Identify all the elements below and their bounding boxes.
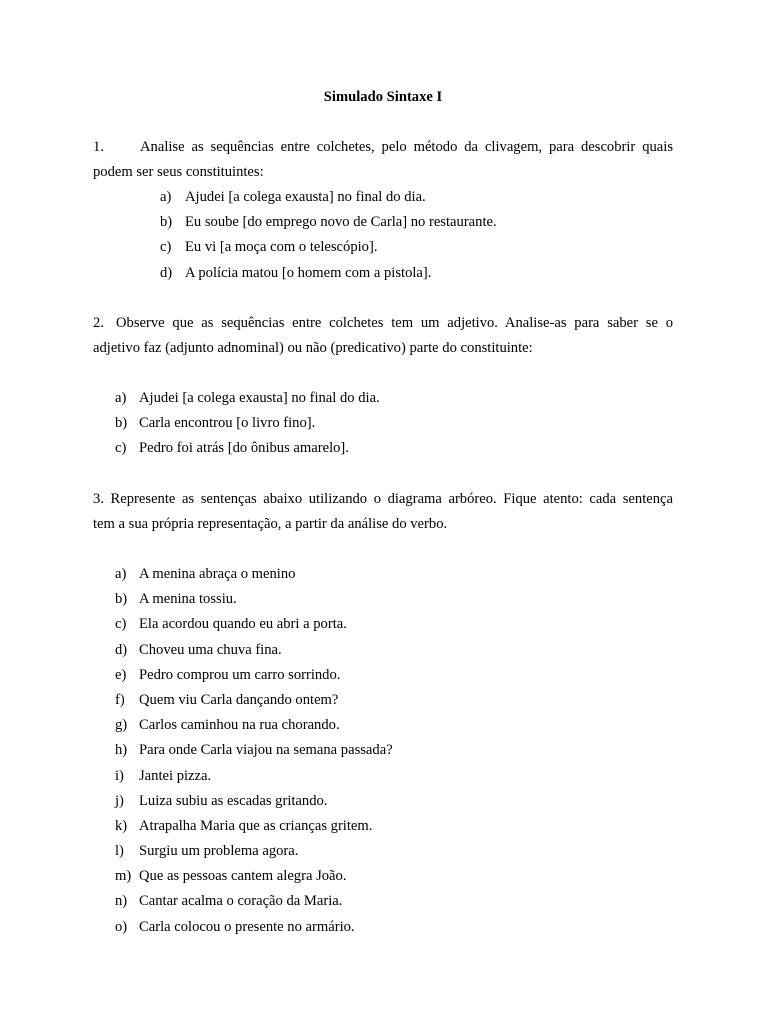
question-3-item-text: A menina abraça o menino — [139, 566, 296, 582]
question-3-line-2: tem a sua própria representação, a partir da análise do verbo. — [93, 516, 448, 533]
question-3-item-label: o) — [115, 918, 128, 935]
question-3-item-text: Carlos caminhou na rua chorando. — [139, 717, 340, 734]
question-3-item-label: n) — [115, 893, 128, 910]
question-3-item-text: Cantar acalma o coração da Maria. — [139, 893, 343, 910]
question-3-item-label: b) — [115, 591, 128, 608]
question-2-item-label: c) — [115, 440, 127, 457]
page-title: Simulado Sintaxe I — [323, 89, 443, 105]
question-2-item-text: Ajudei [a colega exausta] no final do dia. — [139, 390, 380, 406]
question-3-line-1: 3. Represente as sentenças abaixo utilizando o diagrama arbóreo. Fique atento: cada sentença — [93, 491, 673, 507]
question-1-item-text: Eu vi [a moça com o telescópio]. — [185, 239, 378, 256]
question-3-item-text: Que as pessoas cantem alegra João. — [139, 868, 347, 885]
question-3-item-label: l) — [115, 843, 124, 860]
question-3-item-text: Atrapalha Maria que as crianças gritem. — [139, 817, 373, 834]
question-1-item-text: A polícia matou [o homem com a pistola]. — [185, 264, 432, 281]
question-3-item-text: Luiza subiu as escadas gritando. — [139, 792, 328, 809]
question-3-item-label: c) — [115, 616, 127, 633]
question-3-item-label: k) — [115, 817, 128, 834]
question-3-item-label: g) — [115, 717, 128, 734]
question-3-item-text: Choveu uma chuva fina. — [139, 641, 282, 658]
question-3-item-label: h) — [115, 742, 128, 759]
question-1-item-text: Eu soube [do emprego novo de Carla] no restaurante. — [185, 214, 497, 231]
question-3-item-text: A menina tossiu. — [139, 591, 237, 608]
question-2-item-label: b) — [115, 415, 128, 432]
question-2-prompt — [93, 311, 673, 361]
question-3-item-label: d) — [115, 641, 128, 658]
question-2-line-2: adjetivo faz (adjunto adnominal) ou não (predicativo) parte do constituinte: — [93, 340, 533, 357]
question-3-item-text: Ela acordou quando eu abri a porta. — [139, 616, 347, 633]
question-2-number: 2. — [93, 315, 104, 331]
question-3-item-label: f) — [115, 691, 125, 708]
question-3-item-label: m) — [115, 868, 132, 885]
question-1-item-label: c) — [160, 239, 172, 256]
question-3-prompt — [93, 487, 673, 537]
question-1-line-1: Analise as sequências entre colchetes, pelo método da clivagem, para descobrir quais — [140, 139, 673, 155]
question-1-item-label: a) — [160, 189, 172, 205]
question-3-item-label: j) — [115, 792, 124, 809]
question-3-item-text: Carla colocou o presente no armário. — [139, 918, 355, 935]
question-1-item-label: b) — [160, 214, 173, 231]
question-2-line-1: Observe que as sequências entre colchetes tem um adjetivo. Analise-as para saber se o — [116, 315, 673, 331]
question-3-item-text: Pedro comprou um carro sorrindo. — [139, 666, 341, 683]
question-2-item-text: Carla encontrou [o livro fino]. — [139, 415, 316, 432]
question-1-prompt — [93, 135, 673, 185]
question-1-item-text: Ajudei [a colega exausta] no final do dia. — [185, 189, 426, 205]
question-1-item-label: d) — [160, 264, 173, 281]
question-3-item-label: i) — [115, 767, 124, 784]
question-2-item-text: Pedro foi atrás [do ônibus amarelo]. — [139, 440, 349, 457]
question-3-item-text: Jantei pizza. — [139, 767, 212, 784]
question-3-item-label: e) — [115, 666, 127, 683]
question-3-item-text: Para onde Carla viajou na semana passada? — [139, 742, 393, 759]
question-3-item-text: Surgiu um problema agora. — [139, 843, 299, 860]
question-3-item-label: a) — [115, 566, 127, 582]
question-3-item-text: Quem viu Carla dançando ontem? — [139, 691, 339, 708]
question-2-item-label: a) — [115, 390, 127, 406]
question-1-line-2: podem ser seus constituintes: — [93, 164, 264, 181]
question-1-number: 1. — [93, 139, 104, 155]
